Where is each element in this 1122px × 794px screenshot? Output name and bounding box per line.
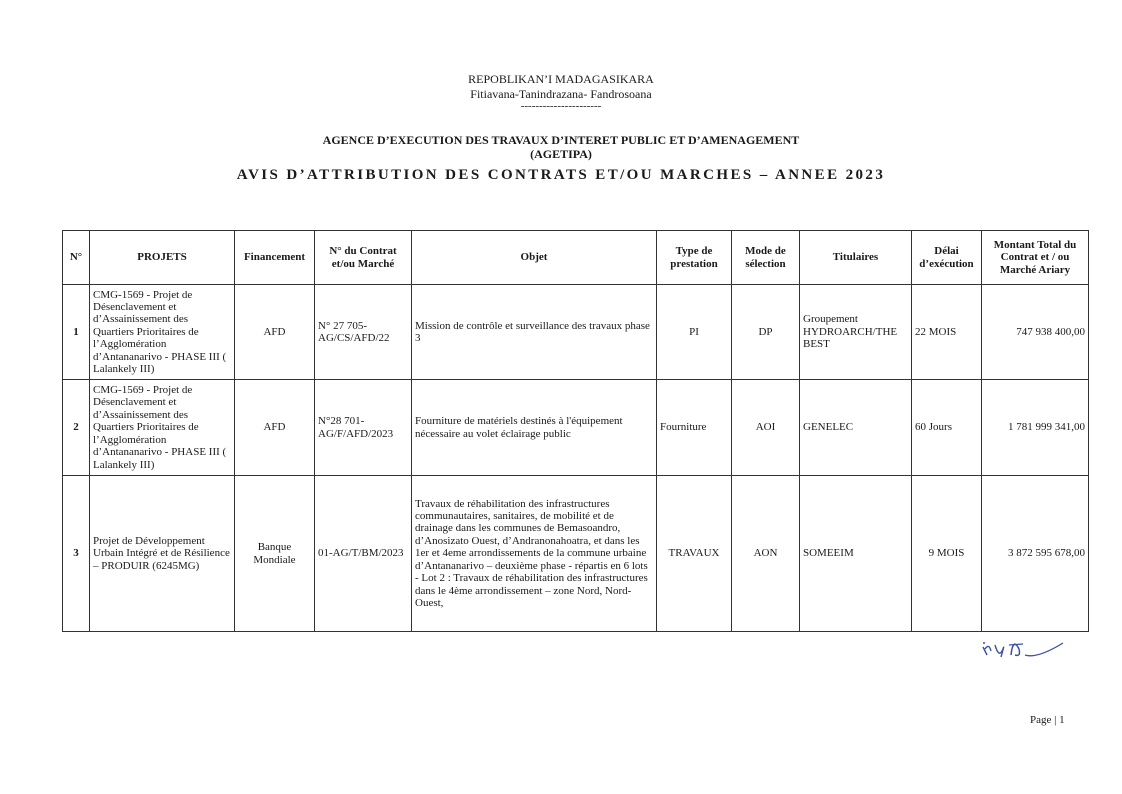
page-number: Page | 1 <box>1030 714 1065 726</box>
row-number: 2 <box>63 380 90 476</box>
object-cell: Fourniture de matériels destinés à l'équipement nécessaire au volet éclairage public <box>412 380 657 476</box>
table-row <box>63 476 1089 632</box>
column-header-holders: Titulaires <box>800 231 912 285</box>
national-motto: Fitiavana-Tanindrazana- Fandrosoana <box>470 87 652 101</box>
object-cell: Travaux de réhabilitation des infrastructures communautaires, sanitaires, de mobilité et de drainage dans les communes de Bemasoandro, d’Anosizato Ouest, d’Andranonahoatra, et dans les 1er et 4eme arrondissements de la commune urbaine d’Antananarivo – deuxième phase - répartis en 6 lots - Lot 2 : Travaux de réhabilitation des infrastructures dans le 4ème arrondissement – zone Nord, Nord-Ouest, <box>412 476 657 632</box>
project-cell: CMG-1569 - Projet de Désenclavement et d’Assainissement des Quartiers Prioritaires de l’Agglomération d’Antananarivo - PHASE III ( Lalankely III) <box>90 285 235 380</box>
column-header-object: Objet <box>412 231 657 285</box>
duration-cell: 60 Jours <box>912 380 982 476</box>
agency-name: AGENCE D’EXECUTION DES TRAVAUX D’INTERET PUBLIC ET D’AMENAGEMENT <box>322 133 800 147</box>
table-row <box>63 285 1089 380</box>
service-type-cell: TRAVAUX <box>657 476 732 632</box>
row-number: 3 <box>63 476 90 632</box>
country-name: REPOBLIKAN’I MADAGASIKARA <box>468 72 654 86</box>
contract-number-cell: 01-AG/T/BM/2023 <box>315 476 412 632</box>
handwritten-initials-signature <box>975 635 1070 667</box>
amount-cell: 1 781 999 341,00 <box>982 380 1089 476</box>
column-header-projects: PROJETS <box>90 231 235 285</box>
contract-number-cell: N°28 701-AG/F/AFD/2023 <box>315 380 412 476</box>
duration-cell: 22 MOIS <box>912 285 982 380</box>
financing-cell: AFD <box>235 380 315 476</box>
financing-cell: Banque Mondiale <box>235 476 315 632</box>
column-header-selection-mode: Mode de sélection <box>732 231 800 285</box>
service-type-cell: Fourniture <box>657 380 732 476</box>
column-header-number: N° <box>63 231 90 285</box>
amount-cell: 747 938 400,00 <box>982 285 1089 380</box>
table-row <box>63 380 1089 476</box>
column-header-duration: Délai d’exécution <box>912 231 982 285</box>
object-cell: Mission de contrôle et surveillance des travaux phase 3 <box>412 285 657 380</box>
column-header-contract-number: N° du Contrat et/ou Marché <box>315 231 412 285</box>
agency-abbreviation: (AGETIPA) <box>530 147 592 161</box>
notice-title: AVIS D’ATTRIBUTION DES CONTRATS ET/OU MARCHES – ANNEE 2023 <box>236 167 886 183</box>
selection-mode-cell: DP <box>732 285 800 380</box>
holder-cell: Groupement HYDROARCH/THE BEST <box>800 285 912 380</box>
header-divider: ---------------------- <box>520 100 602 112</box>
table-header-row <box>63 231 1089 285</box>
column-header-service-type: Type de prestation <box>657 231 732 285</box>
amount-cell: 3 872 595 678,00 <box>982 476 1089 632</box>
holder-cell: GENELEC <box>800 380 912 476</box>
service-type-cell: PI <box>657 285 732 380</box>
financing-cell: AFD <box>235 285 315 380</box>
duration-cell: 9 MOIS <box>912 476 982 632</box>
column-header-financing: Financement <box>235 231 315 285</box>
selection-mode-cell: AOI <box>732 380 800 476</box>
project-cell: CMG-1569 - Projet de Désenclavement et d’Assainissement des Quartiers Prioritaires de l’Agglomération d’Antananarivo - PHASE III ( Lalankely III) <box>90 380 235 476</box>
holder-cell: SOMEEIM <box>800 476 912 632</box>
selection-mode-cell: AON <box>732 476 800 632</box>
column-header-total-amount: Montant Total du Contrat et / ou Marché Ariary <box>982 231 1089 285</box>
contract-number-cell: N° 27 705-AG/CS/AFD/22 <box>315 285 412 380</box>
contracts-table <box>62 230 1089 632</box>
project-cell: Projet de Développement Urbain Intégré et de Résilience – PRODUIR (6245MG) <box>90 476 235 632</box>
row-number: 1 <box>63 285 90 380</box>
